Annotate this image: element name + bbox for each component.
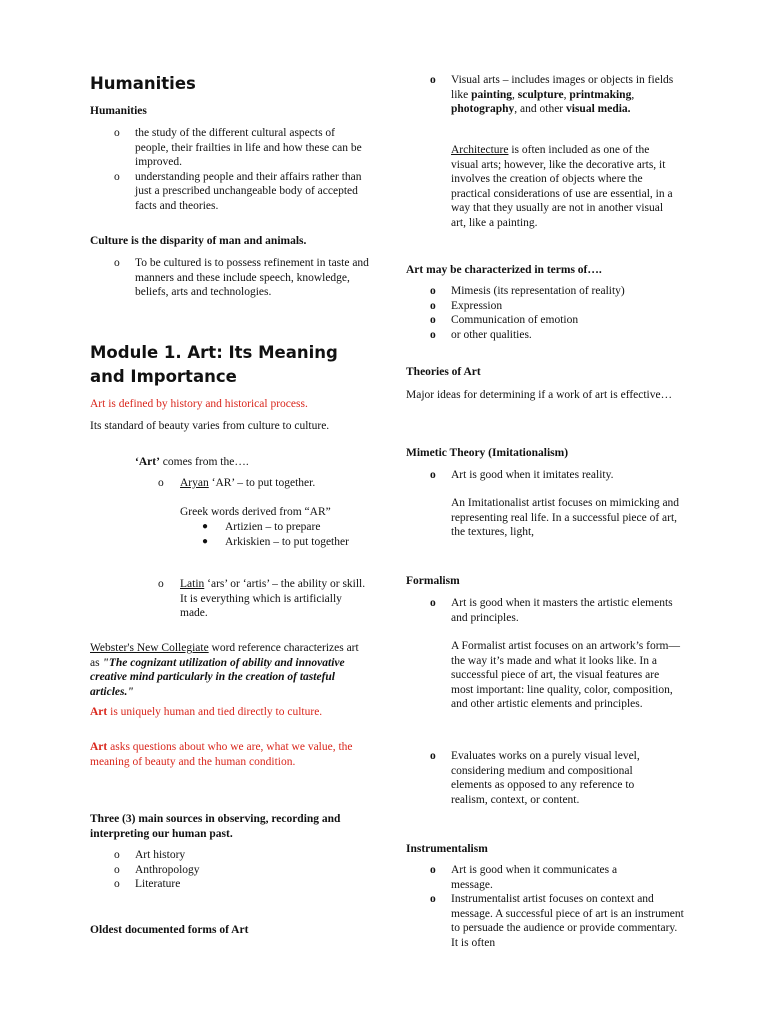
sub-heading-humanities: Humanities (90, 105, 147, 117)
humanities-list (90, 126, 370, 213)
doc-title: Humanities (90, 74, 196, 93)
latin-item: o Latin ‘ars’ or ‘artis’ – the ability or skill. It is everything which is artificially made. (158, 578, 366, 619)
list-item: o Art history (114, 849, 186, 861)
formalism-para: A Formalist artist focuses on an artwork’s form—the way it’s made and what it looks like. In a successful piece of art, the visual features are most important: line quality, color, composition, and other artistic elements and principles. (451, 640, 681, 710)
oldest-heading: Oldest documented forms of Art (90, 924, 249, 936)
mimetic-heading: Mimetic Theory (Imitationalism) (406, 447, 569, 459)
sources-heading: Three (3) main sources in observing, recording and interpreting our human past. (90, 813, 341, 840)
culture-list (90, 256, 370, 300)
bullet-marker: o (114, 863, 120, 876)
bullet-marker: o (158, 578, 164, 590)
bullet-marker: o (430, 893, 436, 905)
bullet-marker: o (114, 127, 120, 139)
sources-list (90, 848, 370, 892)
bullet-marker: o (114, 170, 120, 183)
bullet-marker: o (430, 314, 436, 326)
theories-heading: Theories of Art (406, 366, 481, 378)
list-item: o Expression (430, 299, 503, 312)
module-title: Module 1. Art: Its Meaning and Importance (90, 343, 338, 386)
list-item: o Communication of emotion (430, 314, 579, 326)
para-art-defined: Art is defined by history and historical process. (90, 398, 308, 410)
bullet-marker: ● (202, 521, 209, 532)
para-art-asks: Art asks questions about who we are, what we value, the meaning of beauty and the human condition. (90, 741, 353, 768)
list-item: o Mimesis (its representation of reality) (430, 285, 625, 297)
visual-arts-item: o Visual arts – includes images or objects in fields like painting, sculpture, printmaking, photography, and other visual media. (430, 74, 674, 115)
theories-text: Major ideas for determining if a work of art is effective… (406, 389, 673, 401)
list-item: ● Artizien – to prepare (202, 521, 321, 533)
formalism-item: o Art is good when it masters the artistic elements and principles. (430, 597, 673, 624)
bullet-marker: o (430, 328, 436, 341)
list-item: o understanding people and their affairs rather than just a prescribed unchangeable body of accepted facts and theories. (114, 170, 362, 212)
bullet-marker: o (114, 878, 120, 890)
greek-list (90, 520, 370, 549)
formalism-heading: Formalism (406, 575, 460, 587)
bullet-marker: o (430, 864, 436, 876)
characterized-list (406, 284, 686, 342)
bullet-marker: o (158, 477, 164, 489)
mimetic-item: o Art is good when it imitates reality. (430, 469, 614, 481)
aryan-item: o Aryan ‘AR’ – to put together. (158, 477, 316, 489)
bullet-marker: o (430, 74, 436, 86)
bullet-marker: o (114, 257, 120, 269)
bullet-marker: o (430, 597, 436, 609)
instrumentalism-heading: Instrumentalism (406, 843, 488, 855)
bullet-marker: o (114, 849, 120, 861)
bullet-marker: o (430, 750, 436, 762)
para-art-comes: ‘Art’ comes from the…. (135, 456, 249, 468)
list-item: o To be cultured is to possess refinement in taste and manners and these include speech, knowledge, beliefs, arts and technologies. (114, 257, 369, 298)
formalism-item-2: o Evaluates works on a purely visual level, considering medium and compositional elements as opposed to any reference to realism, context, or content. (430, 750, 640, 806)
mimetic-para: An Imitationalist artist focuses on mimicking and representing real life. In a successful piece of art, the textures, light, (451, 497, 680, 538)
culture-heading: Culture is the disparity of man and animals. (90, 235, 307, 247)
list-item: o Art is good when it communicates a message. (430, 864, 618, 891)
bullet-marker: o (430, 299, 436, 312)
bullet-marker: ● (202, 535, 209, 547)
para-standard: Its standard of beauty varies from culture to culture. (90, 420, 330, 432)
bullet-marker: o (430, 469, 436, 481)
list-item: o or other qualities. (430, 328, 532, 341)
list-item: o Anthropology (114, 863, 200, 876)
webster-para: Webster's New Collegiate word reference characterizes art as "The cognizant utilization of ability and innovative creative mind particularly in the creation of tasteful articles." (90, 642, 359, 698)
architecture-para: Architecture is often included as one of the visual arts; however, like the decorative arts, it involves the creation of objects where the practical considerations of use are essential, in a way that they usually are not in another visual art, like a painting. (451, 144, 673, 229)
list-item: o Literature (114, 878, 181, 890)
para-art-human: Art is uniquely human and tied directly to culture. (90, 706, 323, 718)
instrumentalism-list (406, 863, 686, 950)
bullet-marker: o (430, 285, 436, 297)
list-item: o the study of the different cultural aspects of people, their frailties in life and how these can be improved. (114, 127, 362, 168)
list-item: ● Arkiskien – to put together (202, 535, 349, 548)
greek-line: Greek words derived from “AR” (180, 506, 331, 518)
characterized-heading: Art may be characterized in terms of…. (406, 264, 602, 276)
list-item: o Instrumentalist artist focuses on context and message. A successful piece of art is an instrument to persuade the audience or provide commentary. It is often (430, 893, 684, 949)
